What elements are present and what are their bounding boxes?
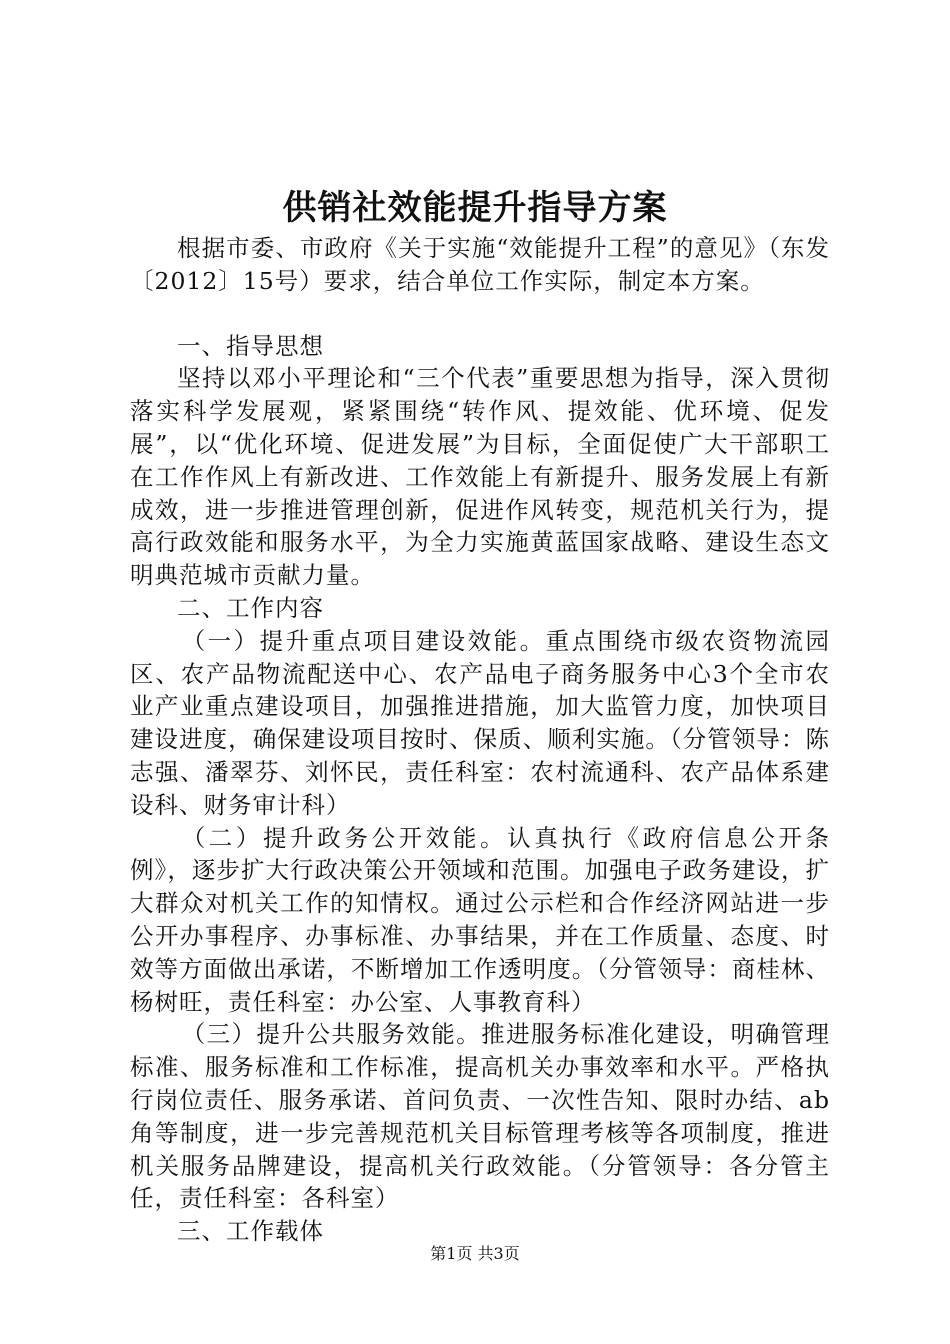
section-heading-work-content: 二、工作内容 — [177, 593, 324, 622]
guiding-ideology-paragraph: 坚持以邓小平理论和“三个代表”重要思想为指导，深入贯彻落实科学发展观，紧紧围绕“转作风、提效能、优环境、促发展”，以“优化环境、促进发展”为目标，全面促使广大干部职工在工作作风上有新改进、工作效能上有新提升、服务发展上有新成效，进一步推进管理创新，促进作风转变，规范机关行为，提高行政效能和服务水平，为全力实施黄蓝国家战略、建设生态文明典范城市贡献力量。 — [130, 364, 830, 590]
document-title: 供销社效能提升指导方案 — [282, 188, 668, 228]
page-number: 第1页 共3页 — [430, 1244, 520, 1263]
intro-paragraph: 根据市委、市政府《关于实施“效能提升工程”的意见》（东发〔2012〕15号）要求，结合单位工作实际，制定本方案。 — [130, 234, 830, 295]
work-item-1: （一）提升重点项目建设效能。重点围绕市级农资物流园区、农产品物流配送中心、农产品电子商务服务中心3个全市农业产业重点建设项目，加强推进措施，加大监管力度，加快项目建设进度，确保建设项目按时、保质、顺利实施。（分管领导：陈志强、潘翠芬、刘怀民，责任科室：农村流通科、农产品体系建设科、财务审计科） — [130, 626, 830, 819]
document-body — [130, 232, 830, 1248]
section-heading-work-carrier: 三、工作载体 — [177, 1217, 324, 1246]
section-heading-guiding-ideology: 一、指导思想 — [177, 331, 324, 360]
work-item-3: （三）提升公共服务效能。推进服务标准化建设，明确管理标准、服务标准和工作标准，提高机关办事效率和水平。严格执行岗位责任、服务承诺、首问负责、一次性告知、限时办结、ab角等制度，进一步完善规范机关目标管理考核等各项制度，推进机关服务品牌建设，提高机关行政效能。（分管领导：各分管主任，责任科室：各科室） — [130, 1020, 830, 1213]
work-item-2: （二）提升政务公开效能。认真执行《政府信息公开条例》，逐步扩大行政决策公开领域和范围。加强电子政务建设，扩大群众对机关工作的知情权。通过公示栏和合作经济网站进一步公开办事程序、办事标准、办事结果，并在工作质量、态度、时效等方面做出承诺，不断增加工作透明度。（分管领导：商桂林、杨树旺，责任科室：办公室、人事教育科） — [130, 823, 830, 1016]
